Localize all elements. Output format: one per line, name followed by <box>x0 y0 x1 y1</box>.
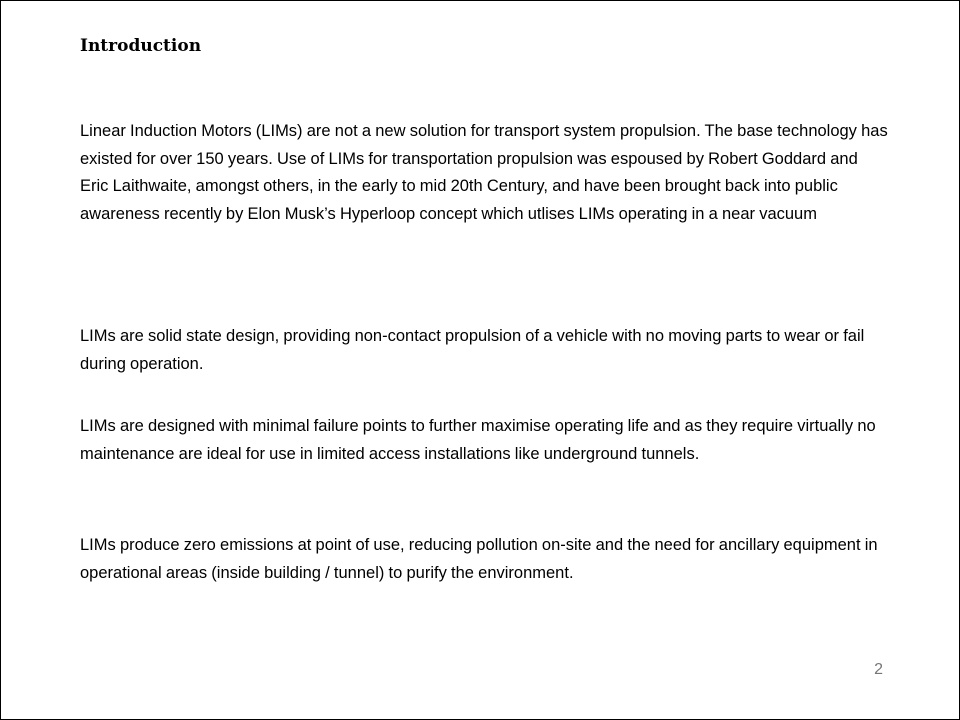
slide-heading: Introduction <box>80 36 202 56</box>
paragraph-zero-emissions: LIMs produce zero emissions at point of use, reducing pollution on-site and the need for ancillary equipment in operational areas (inside building / tunnel) to purify the environment. <box>80 536 878 582</box>
paragraph-lim-history: Linear Induction Motors (LIMs) are not a new solution for transport system propulsion. The base technology has existed for over 150 years. Use of LIMs for transportation propulsion was espoused by Robert Goddard and Eric Laithwaite, amongst others, in the early to mid 20th Century, and have been brought back into public awareness recently by Elon Musk’s Hyperloop concept which utlises LIMs operating in a near vacuum <box>80 122 888 224</box>
paragraph-solid-state: LIMs are solid state design, providing non-contact propulsion of a vehicle with no moving parts to wear or fail during operation. <box>80 327 865 373</box>
paragraph-failure-points: LIMs are designed with minimal failure points to further maximise operating life and as they require virtually no maintenance are ideal for use in limited access installations like underground tunnels. <box>80 417 876 463</box>
page-number: 2 <box>874 661 883 678</box>
